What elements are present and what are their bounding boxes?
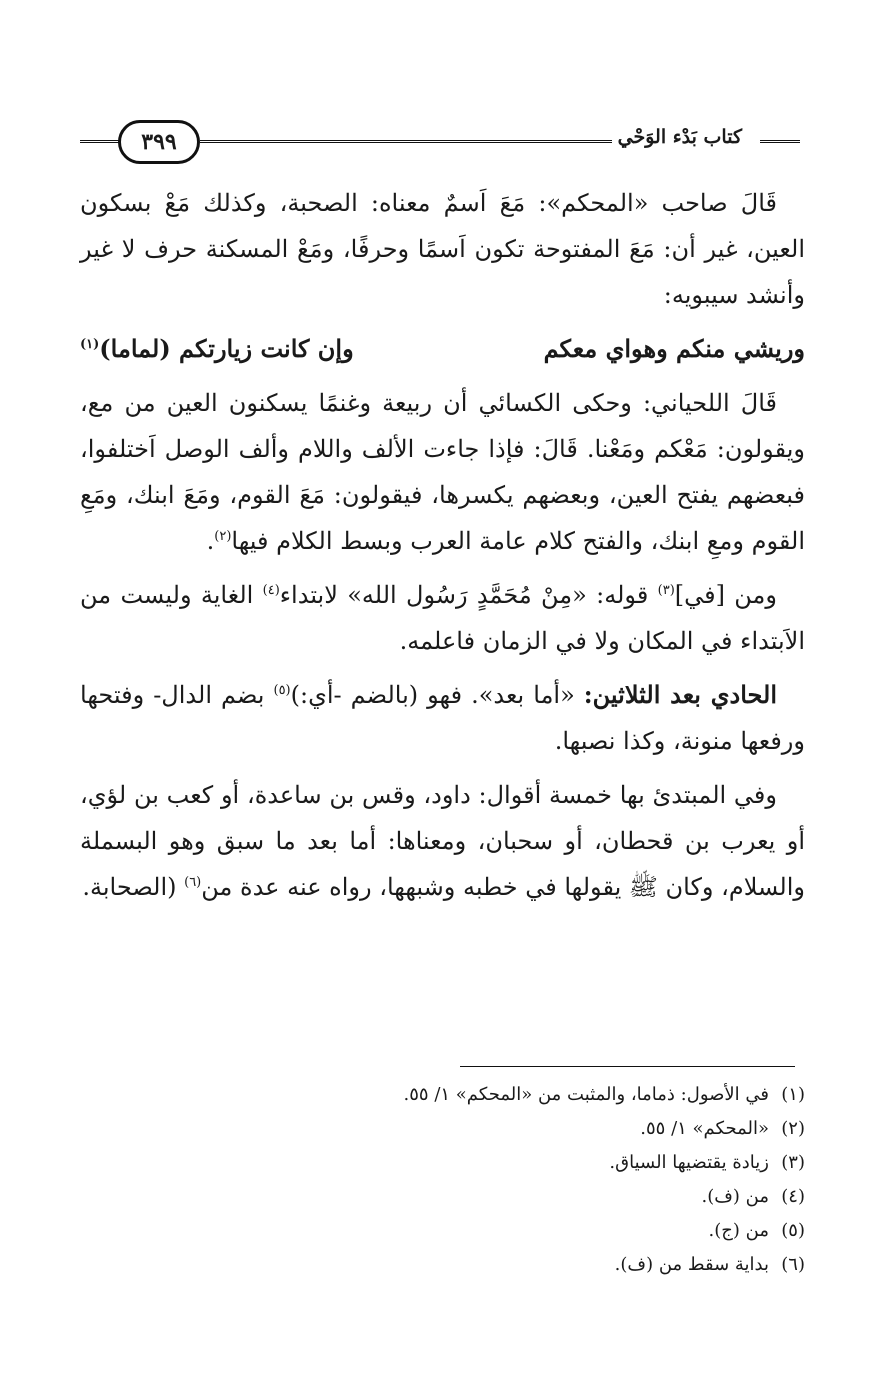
footnote-ref-5: (٥) xyxy=(273,683,291,698)
paragraph-4-text-a: «أما بعد». فهو (بالضم -أي:) xyxy=(290,681,584,709)
main-text xyxy=(80,180,805,918)
footnote-text: بداية سقط من (ف). xyxy=(614,1254,769,1275)
footnote-1 xyxy=(80,1078,805,1112)
footnote-text: من (ف). xyxy=(701,1186,769,1207)
footnote-ref-1: (١) xyxy=(80,337,100,352)
footnote-text: زيادة يقتضيها السياق. xyxy=(609,1152,769,1173)
paragraph-3-text-b: قوله: «مِنْ مُحَمَّدٍ رَسُول الله» لابتداء xyxy=(279,581,658,609)
paragraph-4-text-b: بضم الدال- وفتحها ورفعها منونة، وكذا نصبها. xyxy=(80,681,805,755)
paragraph-2: قَالَ اللحياني: وحكى الكسائي أن ربيعة وغنمًا يسكنون العين من مع، ويقولون: مَعْكم ومَعْنا. قَالَ: فإذا جاءت الألف واللام وألف الوصل اَختلفوا، فبعضهم يفتح العين، وبعضهم يكسرها، فيقولون: مَعَ القوم، ومَعَ ابنك، ومَعِ القوم ومعِ ابنك، والفتح كلام عامة العرب وبسط الكلام فيها$^{(٢)}$. xyxy=(80,389,805,555)
footnote-6 xyxy=(80,1248,805,1282)
page-header xyxy=(80,120,800,164)
book-title: كتاب بَدْء الوَحْي xyxy=(612,126,748,148)
footnote-ref-6: (٦) xyxy=(184,875,202,890)
verse-line xyxy=(80,326,805,372)
footnote-number: (١) xyxy=(781,1084,805,1105)
footnote-text: في الأصول: ذماما، والمثبت من «المحكم» ١/ ٥٥. xyxy=(403,1084,769,1105)
footnote-2 xyxy=(80,1112,805,1146)
footnote-3 xyxy=(80,1146,805,1180)
header-rule-right xyxy=(760,140,800,143)
footnote-separator xyxy=(460,1066,795,1067)
paragraph-4 xyxy=(80,672,805,764)
verse-hemistich-2 xyxy=(80,326,354,372)
paragraph-4-lead: الحادي بعد الثلاثين: xyxy=(583,680,777,709)
footnote-4 xyxy=(80,1180,805,1214)
footnote-number: (٣) xyxy=(781,1152,805,1173)
verse-hemistich-1: وريشي منكم وهواي معكم xyxy=(543,334,805,363)
footnote-number: (٥) xyxy=(781,1220,805,1241)
paragraph-5-text-a: وفي المبتدئ بها خمسة أقوال: داود، وقس بن ساعدة، أو كعب بن لؤي، أو يعرب بن قحطان، أو سحبان، ومعناها: أما بعد ما سبق وهو البسملة والسلام، وكان ﷺ يقولها في خطبه وشبهها، رواه عنه عدة من xyxy=(80,781,805,901)
footnote-ref-2: (٢) xyxy=(214,529,232,544)
header-rule-middle xyxy=(200,140,620,143)
header-rule-left xyxy=(80,140,120,143)
footnote-number: (٤) xyxy=(781,1186,805,1207)
footnote-number: (٦) xyxy=(781,1254,805,1275)
paragraph-5 xyxy=(80,772,805,910)
page-number: ٣٩٩ xyxy=(118,120,200,164)
footnote-text: «المحكم» ١/ ٥٥. xyxy=(640,1118,769,1139)
footnote-ref-4: (٤) xyxy=(262,583,280,598)
footnote-5 xyxy=(80,1214,805,1248)
paragraph-2-text: قَالَ اللحياني: وحكى الكسائي أن ربيعة وغنمًا يسكنون العين من مع، ويقولون: مَعْكم ومَعْنا. قَالَ: فإذا جاءت الألف واللام وألف الوصل اَختلفوا، فبعضهم يفتح العين، وبعضهم يكسرها، فيقولون: مَعَ القوم، ومَعَ ابنك، ومَعِ القوم ومعِ ابنك، والفتح كلام عامة العرب وبسط الكلام فيها xyxy=(80,389,805,555)
paragraph-5-text-b: (الصحابة. xyxy=(82,873,185,901)
footnotes xyxy=(80,1078,805,1282)
footnote-number: (٢) xyxy=(781,1118,805,1139)
verse-hemistich-2-text: وإن كانت زيارتكم (لماما) xyxy=(99,334,354,363)
paragraph-3 xyxy=(80,572,805,664)
paragraph-3-text-c: الغاية وليست من الاَبتداء في المكان ولا في الزمان فاعلمه. xyxy=(80,581,805,655)
paragraph-1: قَالَ صاحب «المحكم»: مَعَ اَسمٌ معناه: الصحبة، وكذلك مَعْ بسكون العين، غير أن: مَعَ المفتوحة تكون اَسمًا وحرفًا، ومَعْ المسكنة حرف لا غير وأنشد سيبويه: xyxy=(80,189,805,309)
footnote-ref-3: (٣) xyxy=(657,583,675,598)
footnote-text: من (ج). xyxy=(708,1220,769,1241)
paragraph-3-text-a: ومن [في] xyxy=(674,581,778,609)
